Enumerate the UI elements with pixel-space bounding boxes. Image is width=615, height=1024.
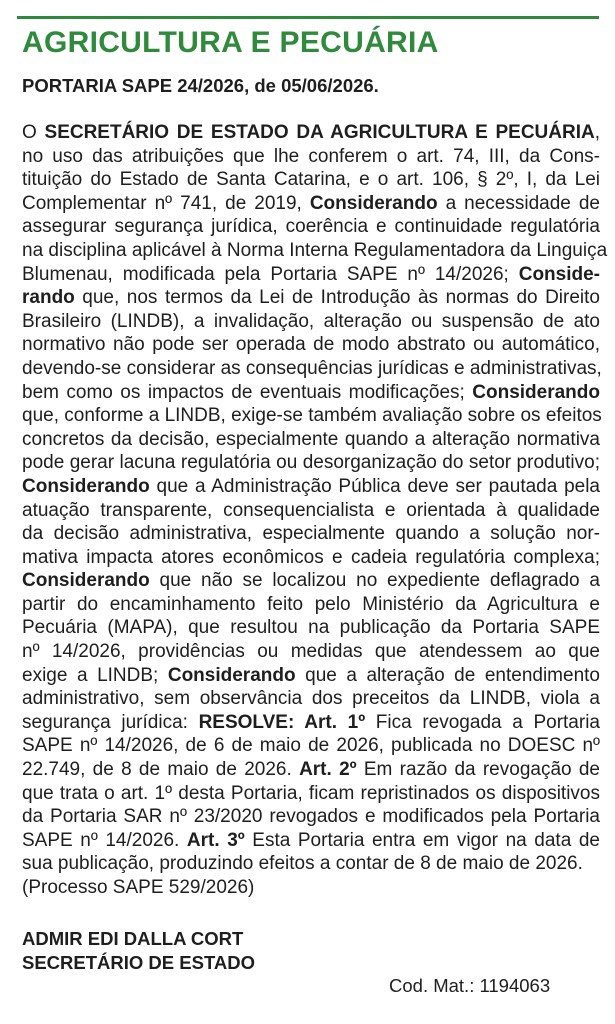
body-bold-text: SECRETÁRIO DE ESTADO DA AGRICULTURA E PECUÁRIA [44,122,595,143]
body-text: Complementar nº 741, de 2019, [22,192,310,214]
body-line [22,192,600,216]
body-bold-text: Art. 2º [299,759,357,781]
body-text: que a Administração Pública deve ser pautada pela [149,475,600,497]
body-text: Pecuária (MAPA), que resultou na publicação da Portaria SAPE [22,617,600,639]
signatory-name: ADMIR EDI DALLA CORT [22,928,244,949]
body-text: SAPE nº 14/2026. [22,829,187,851]
body-line [22,593,600,617]
body-text: que a alteração de entendimento [295,664,600,686]
body-line [22,569,600,593]
body-line [22,215,600,239]
portaria-body [22,121,608,900]
body-line [22,239,608,263]
body-text: sua publicação, produzindo efeitos a contar de 8 de maio de 2026. [22,853,583,875]
body-text: bem como os impactos de eventuais modificações; [22,381,473,403]
body-line [22,404,600,428]
body-text: mativa impacta atores econômicos e cadeia regulatória complexa; [22,546,600,568]
body-bold-text: Considerando [167,664,296,686]
body-text: nº 14/2026, providências ou medidas que atendessem ao que [22,641,600,663]
body-line [22,522,600,546]
body-text: Brasileiro (LINDB), a invalidação, alteração ou suspensão de ato [22,310,600,332]
body-line [22,711,600,735]
body-text: na disciplina aplicável à Norma Interna Regulamentadora da Linguiça [22,239,608,261]
body-text: que, nos termos da Lei de Introdução às normas do Direito [74,287,600,309]
body-text: , [594,122,600,143]
body-line [22,758,600,782]
body-text: Em razão da revogação de [356,759,601,781]
body-text: 22.749, de 8 de maio de 2026. [22,759,300,781]
body-text: normativo não pode ser operada de modo abstrato ou automático, [22,334,600,356]
body-line [22,475,600,499]
body-text: atuação transparente, consequencialista e orientada à qualidade [22,499,600,521]
body-text: partir do encaminhamento feito pelo Ministério da Agricultura e [22,593,600,615]
body-line [22,687,600,711]
body-text: da Portaria SAR nº 23/2020 revogados e modificados pela Portaria [22,806,600,828]
body-text: segurança jurídica: [22,711,199,733]
body-text: administrativo, sem observância dos preceitos da LINDB, viola a [22,688,600,710]
body-line [22,451,600,475]
body-text: da decisão administrativa, especialmente quando a solução nor- [22,523,600,545]
body-line [22,168,600,192]
body-text: SAPE nº 14/2026, de 6 de maio de 2026, publicada no DOESC nº [22,735,600,757]
body-text: no uso das atribuições que lhe conferem o art. 74, III, da Cons- [22,145,600,167]
body-line [22,333,600,357]
body-text: Blumenau, modificada pela Portaria SAPE nº 14/2026; [22,263,519,285]
body-text: tituição do Estado de Santa Catarina, e o art. 106, § 2º, I, da Lei [22,169,600,191]
body-text: a necessidade de [437,192,600,214]
body-line [22,876,600,900]
portaria-title: PORTARIA SAPE 24/2026, de 05/06/2026. [22,75,379,96]
body-line [22,428,600,452]
body-bold-text: rando [22,287,75,309]
section-divider [17,16,599,19]
body-text: Fica revogada a Portaria [365,711,600,733]
body-line [22,640,600,664]
body-line [22,805,600,829]
body-text: que, conforme a LINDB, exige-se também avaliação sobre os efeitos [22,405,602,427]
body-line [22,263,600,287]
body-text: assegurar segurança jurídica, coerência e continuidade regulatória [22,216,600,238]
body-text: O [22,122,45,143]
body-bold-text: Considerando [472,381,600,403]
body-line [22,616,600,640]
body-line [22,734,600,758]
body-line [22,357,600,381]
body-text: (Processo SAPE 529/2026) [22,877,255,898]
body-line [22,852,600,876]
body-bold-text: Art. 3º [186,829,245,851]
body-line [22,121,600,145]
body-bold-text: Considerando [22,570,150,592]
body-line [22,829,600,853]
body-line [22,499,600,523]
body-line [22,286,600,310]
body-line [22,782,600,806]
cod-mat: Cod. Mat.: 1194063 [389,975,551,996]
body-line [22,381,600,405]
body-text: Esta Portaria entra em vigor na data de [244,829,600,851]
section-title: AGRICULTURA E PECUÁRIA [22,26,439,59]
body-bold-text: RESOLVE: Art. 1º [198,711,366,733]
body-text: que não se localizou no expediente deflagrado a [149,570,600,592]
body-text: pode gerar lacuna regulatória ou desorganização do setor produtivo; [22,452,600,474]
body-line [22,664,600,688]
signature-block [22,927,255,975]
body-text: devendo-se considerar as consequências jurídicas e administrativas, [22,357,602,379]
body-bold-text: Conside- [518,263,600,285]
body-text: concretos da decisão, especialmente quando a alteração normativa [22,428,600,450]
body-bold-text: Considerando [309,192,438,214]
body-text: exige a LINDB; [22,664,168,686]
body-line [22,546,600,570]
body-line [22,145,600,169]
body-text: que trata o art. 1º desta Portaria, ficam repristinados os dispositivos [22,782,600,804]
body-line [22,310,600,334]
body-bold-text: Considerando [22,475,150,497]
signatory-role: SECRETÁRIO DE ESTADO [22,952,255,973]
